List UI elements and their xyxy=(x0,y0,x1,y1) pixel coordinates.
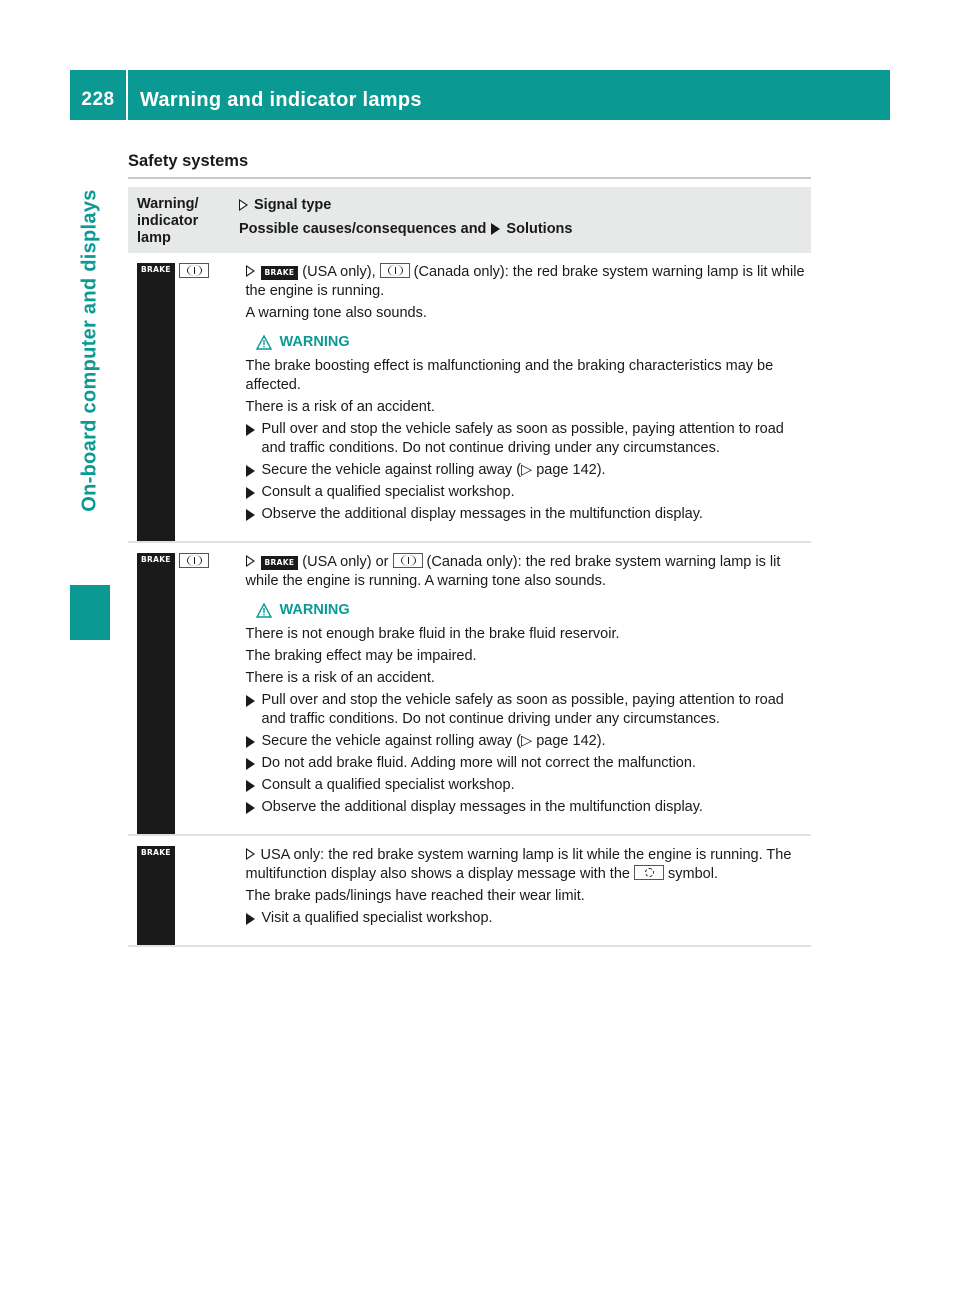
action-arrow-icon xyxy=(246,695,255,707)
action-item xyxy=(246,420,811,458)
warning-triangle-icon xyxy=(256,603,272,618)
action-item xyxy=(246,483,811,502)
section-rule xyxy=(128,177,811,179)
table-row xyxy=(128,253,811,543)
action-text: Observe the additional display messages in the multifunction display. xyxy=(261,506,703,522)
action-text: Visit a qualified specialist workshop. xyxy=(261,910,493,926)
signal-line xyxy=(246,263,811,301)
signal-line xyxy=(246,553,811,591)
signal-text: (USA only) or xyxy=(298,554,393,570)
signal-triangle-icon xyxy=(239,199,248,211)
action-arrow-icon xyxy=(246,913,255,925)
brake-circle-lamp-icon xyxy=(179,553,209,568)
safety-systems-table xyxy=(128,187,811,947)
brake-circle-lamp-icon xyxy=(380,263,410,278)
signal-triangle-icon xyxy=(246,265,255,277)
page-reference-link[interactable]: Secure the vehicle against rolling away (▷ page 142). xyxy=(261,733,606,749)
header-lamp: Warning/ indicator lamp xyxy=(137,196,199,246)
action-item xyxy=(246,798,811,817)
action-arrow-icon xyxy=(246,487,255,499)
brake-pad-wear-icon xyxy=(634,865,664,880)
page-header xyxy=(70,70,890,120)
action-item xyxy=(246,776,811,795)
action-item xyxy=(246,754,811,773)
side-tab xyxy=(70,120,110,640)
action-text: Consult a qualified specialist workshop. xyxy=(261,777,515,793)
page-reference-link[interactable]: Secure the vehicle against rolling away (▷ page 142). xyxy=(261,462,606,478)
action-arrow-icon xyxy=(246,802,255,814)
warning-text: There is a risk of an accident. xyxy=(245,670,435,686)
side-tab-marker xyxy=(70,585,110,640)
side-tab-label: On-board computer and displays xyxy=(78,188,101,512)
warning-text: There is not enough brake fluid in the brake fluid reservoir. xyxy=(245,626,620,642)
action-arrow-icon xyxy=(246,465,255,477)
action-text: Consult a qualified specialist workshop. xyxy=(261,484,515,500)
action-text: Do not add brake fluid. Adding more will not correct the malfunction. xyxy=(261,755,696,771)
action-arrow-icon xyxy=(246,424,255,436)
warning-text: The braking effect may be impaired. xyxy=(245,648,477,664)
warning-heading xyxy=(246,333,811,352)
action-arrow-icon xyxy=(491,223,500,235)
table-row xyxy=(128,543,811,836)
header-solutions-label: Solutions xyxy=(506,220,573,237)
paragraph: A warning tone also sounds. xyxy=(245,305,427,321)
action-text: Pull over and stop the vehicle safely as soon as possible, paying attention to road and traffic conditions. Do not continue driving under any circumstances. xyxy=(261,692,784,727)
description-cell xyxy=(236,543,811,834)
action-item xyxy=(246,732,811,751)
section-title: Safety systems xyxy=(128,152,249,170)
action-text: Observe the additional display messages in the multifunction display. xyxy=(261,799,703,815)
action-arrow-icon xyxy=(246,780,255,792)
header-signal xyxy=(229,187,572,253)
warning-label: WARNING xyxy=(279,602,350,618)
signal-text: (USA only), xyxy=(298,264,380,280)
table-header xyxy=(128,187,811,253)
brake-circle-lamp-icon xyxy=(179,263,209,278)
brake-lamp-icon: BRAKE xyxy=(261,266,299,280)
action-arrow-icon xyxy=(246,758,255,770)
header-causes-label: Possible causes/consequences and xyxy=(239,220,487,237)
action-arrow-icon xyxy=(246,509,255,521)
warning-text: There is a risk of an accident. xyxy=(245,399,435,415)
lamp-cell xyxy=(128,253,236,541)
action-text: Pull over and stop the vehicle safely as soon as possible, paying attention to road and traffic conditions. Do not continue driving under any circumstances. xyxy=(261,421,784,456)
header-signal-type xyxy=(239,196,572,213)
table-row xyxy=(128,836,811,947)
brake-lamp-icon: BRAKE xyxy=(137,553,175,834)
lamp-cell xyxy=(128,543,236,834)
header-signal-label: Signal type xyxy=(254,196,332,213)
action-item xyxy=(246,691,811,729)
side-tab-text-wrap xyxy=(70,120,110,580)
warning-triangle-icon xyxy=(256,335,272,350)
chapter-title: Warning and indicator lamps xyxy=(140,88,422,111)
action-item xyxy=(246,909,811,928)
signal-text: USA only: the red brake system warning lamp is lit while the engine is running. The multifunction display also shows a display message with the xyxy=(245,847,792,882)
action-item xyxy=(246,505,811,524)
description-cell xyxy=(236,836,811,945)
signal-triangle-icon xyxy=(246,555,255,567)
header-divider xyxy=(126,70,128,120)
signal-text: (Canada only): the red brake system warning lamp is lit while the engine is running. xyxy=(245,264,805,299)
warning-heading xyxy=(246,601,811,620)
brake-lamp-icon: BRAKE xyxy=(137,263,175,541)
lamp-cell xyxy=(128,836,236,945)
warning-text: The brake boosting effect is malfunctioning and the braking characteristics may be affected. xyxy=(245,358,774,393)
action-arrow-icon xyxy=(246,736,255,748)
brake-lamp-icon: BRAKE xyxy=(137,846,175,945)
signal-line xyxy=(246,846,811,884)
brake-lamp-icon: BRAKE xyxy=(261,556,299,570)
signal-text: symbol. xyxy=(664,866,718,882)
page-number: 228 xyxy=(81,89,115,110)
action-item xyxy=(246,461,811,480)
signal-triangle-icon xyxy=(246,848,255,860)
description-cell xyxy=(236,253,811,541)
paragraph: The brake pads/linings have reached their wear limit. xyxy=(245,888,585,904)
brake-circle-lamp-icon xyxy=(393,553,423,568)
signal-text: (Canada only): the red brake system warning lamp is lit while the engine is running. A warning tone also sounds. xyxy=(245,554,781,589)
warning-label: WARNING xyxy=(279,334,350,350)
header-causes xyxy=(239,220,572,237)
